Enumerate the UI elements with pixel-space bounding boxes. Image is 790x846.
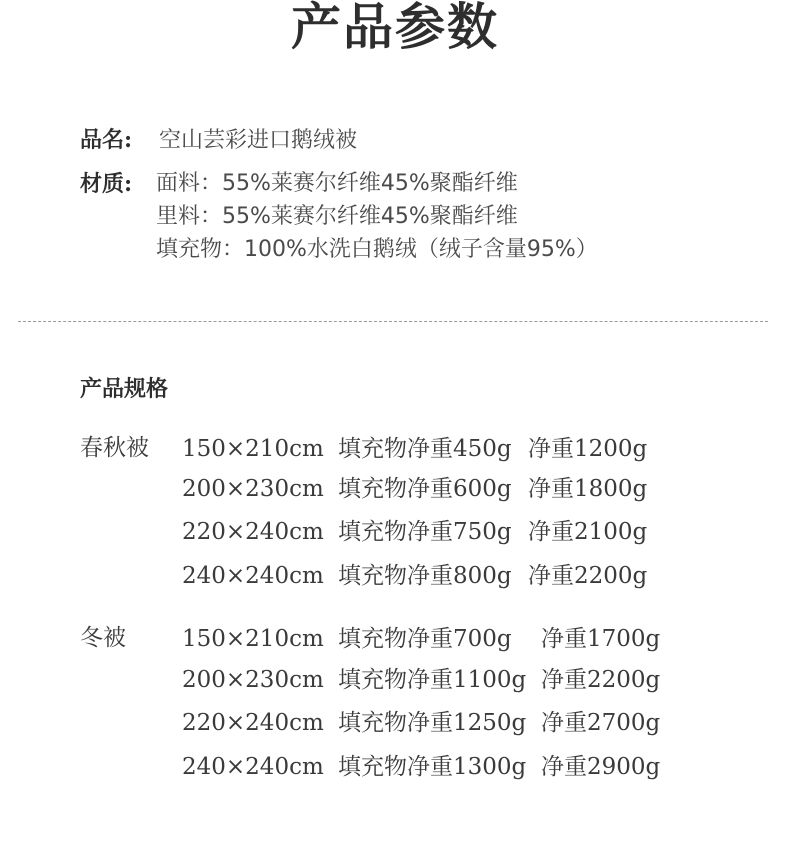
group-name-winter: 冬被 bbox=[80, 625, 126, 651]
spec-size: 240×240cm bbox=[182, 754, 324, 780]
spec-net-weight: 净重2700g bbox=[541, 710, 661, 736]
spec-fill-weight: 填充物净重1300g bbox=[338, 754, 527, 780]
material-line-lining: 里料：55%莱赛尔纤维45%聚酯纤维 bbox=[156, 204, 518, 229]
product-name-label: 品名: bbox=[80, 127, 133, 153]
material-line-filling: 填充物：100%水洗白鹅绒（绒子含量95%） bbox=[156, 237, 598, 262]
product-name-row bbox=[80, 125, 357, 156]
spec-fill-weight: 填充物净重450g bbox=[338, 436, 512, 462]
spec-fill-weight: 填充物净重600g bbox=[338, 476, 512, 502]
spec-net-weight: 净重2900g bbox=[541, 754, 661, 780]
group-name-spring-autumn: 春秋被 bbox=[80, 435, 149, 461]
product-name-value: 空山芸彩进口鹅绒被 bbox=[159, 128, 358, 153]
spec-size: 240×240cm bbox=[182, 563, 324, 589]
spec-size: 220×240cm bbox=[182, 519, 324, 545]
spec-fill-weight: 填充物净重800g bbox=[338, 563, 512, 589]
spec-size: 200×230cm bbox=[182, 476, 324, 502]
spec-net-weight: 净重2100g bbox=[528, 519, 648, 545]
material-row bbox=[80, 169, 132, 200]
spec-fill-weight: 填充物净重750g bbox=[338, 519, 512, 545]
spec-net-weight: 净重1800g bbox=[528, 476, 648, 502]
spec-size: 150×210cm bbox=[182, 626, 324, 652]
spec-size: 220×240cm bbox=[182, 710, 324, 736]
spec-fill-weight: 填充物净重1100g bbox=[338, 667, 527, 693]
spec-heading: 产品规格 bbox=[80, 376, 169, 402]
spec-net-weight: 净重1200g bbox=[528, 436, 648, 462]
spec-size: 200×230cm bbox=[182, 667, 324, 693]
spec-fill-weight: 填充物净重700g bbox=[338, 626, 512, 652]
spec-net-weight: 净重1700g bbox=[541, 626, 661, 652]
spec-fill-weight: 填充物净重1250g bbox=[338, 710, 527, 736]
spec-net-weight: 净重2200g bbox=[528, 563, 648, 589]
spec-net-weight: 净重2200g bbox=[541, 667, 661, 693]
dashed-divider bbox=[18, 321, 768, 322]
material-line-outer: 面料：55%莱赛尔纤维45%聚酯纤维 bbox=[156, 171, 518, 196]
material-label: 材质: bbox=[80, 171, 133, 197]
spec-size: 150×210cm bbox=[182, 436, 324, 462]
page-title: 产品参数 bbox=[291, 0, 499, 56]
